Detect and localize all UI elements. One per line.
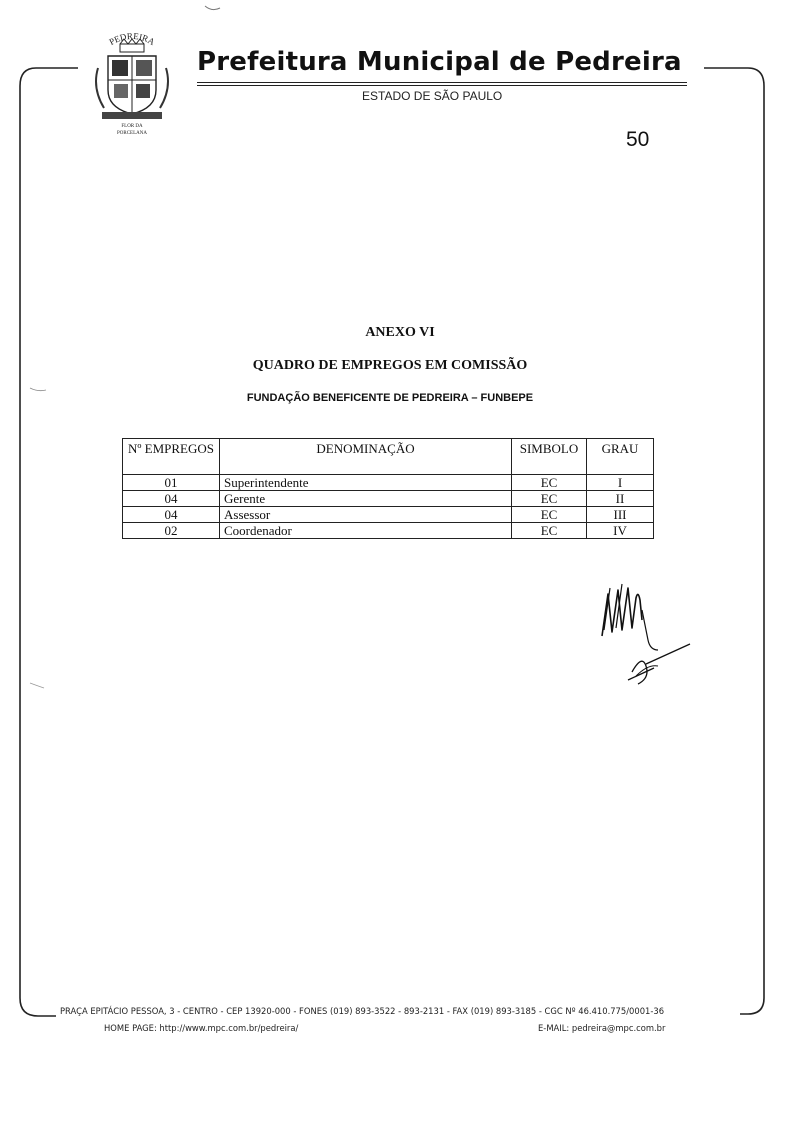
cell-grau: I — [587, 475, 654, 491]
cell-num: 04 — [123, 507, 220, 523]
svg-text:PEDREIRA: PEDREIRA — [107, 30, 157, 48]
header-num: Nº EMPREGOS — [123, 439, 220, 475]
svg-text:FLOR DA: FLOR DA — [121, 124, 143, 129]
table-header-row — [123, 439, 654, 475]
cell-grau: IV — [587, 523, 654, 539]
cell-num: 01 — [123, 475, 220, 491]
municipality-title: Prefeitura Municipal de Pedreira — [197, 47, 682, 77]
header-simbolo: SIMBOLO — [512, 439, 587, 475]
footer-homepage: HOME PAGE: http://www.mpc.com.br/pedreira/ — [104, 1023, 299, 1033]
cell-simbolo: EC — [512, 507, 587, 523]
cell-num: 04 — [123, 491, 220, 507]
header-grau: GRAU — [587, 439, 654, 475]
cell-denominacao: Superintendente — [220, 475, 512, 491]
cell-denominacao: Coordenador — [220, 523, 512, 539]
signature-initials-icon — [592, 580, 702, 690]
cell-simbolo: EC — [512, 491, 587, 507]
title-underline-secondary — [197, 85, 687, 86]
municipal-crest-icon — [92, 28, 172, 138]
footer-address: PRAÇA EPITÁCIO PESSOA, 3 - CENTRO - CEP 13920-000 - FONES (019) 893-3522 - 893-2131 - FAX (019) 893-3185 - CGC Nº 46.410.775/0001-36 — [60, 1006, 665, 1016]
footer-email: E-MAIL: pedreira@mpc.com.br — [538, 1023, 666, 1033]
cell-simbolo: EC — [512, 523, 587, 539]
cell-grau: III — [587, 507, 654, 523]
foundation-subtitle: FUNDAÇÃO BENEFICENTE DE PEDREIRA – FUNBEPE — [246, 392, 534, 404]
state-name: ESTADO DE SÃO PAULO — [362, 89, 503, 103]
title-underline — [197, 82, 687, 83]
annex-heading: ANEXO VI — [365, 325, 435, 340]
cell-simbolo: EC — [512, 475, 587, 491]
page-number: 50 — [626, 128, 650, 151]
table-row — [123, 491, 654, 507]
table-row — [123, 475, 654, 491]
header-denominacao: DENOMINAÇÃO — [220, 439, 512, 475]
table-row — [123, 523, 654, 539]
svg-text:PORCELANA: PORCELANA — [116, 131, 148, 136]
table-row — [123, 507, 654, 523]
positions-table — [122, 438, 654, 539]
cell-num: 02 — [123, 523, 220, 539]
cell-grau: II — [587, 491, 654, 507]
document-title: QUADRO DE EMPREGOS EM COMISSÃO — [252, 358, 528, 373]
cell-denominacao: Assessor — [220, 507, 512, 523]
cell-denominacao: Gerente — [220, 491, 512, 507]
